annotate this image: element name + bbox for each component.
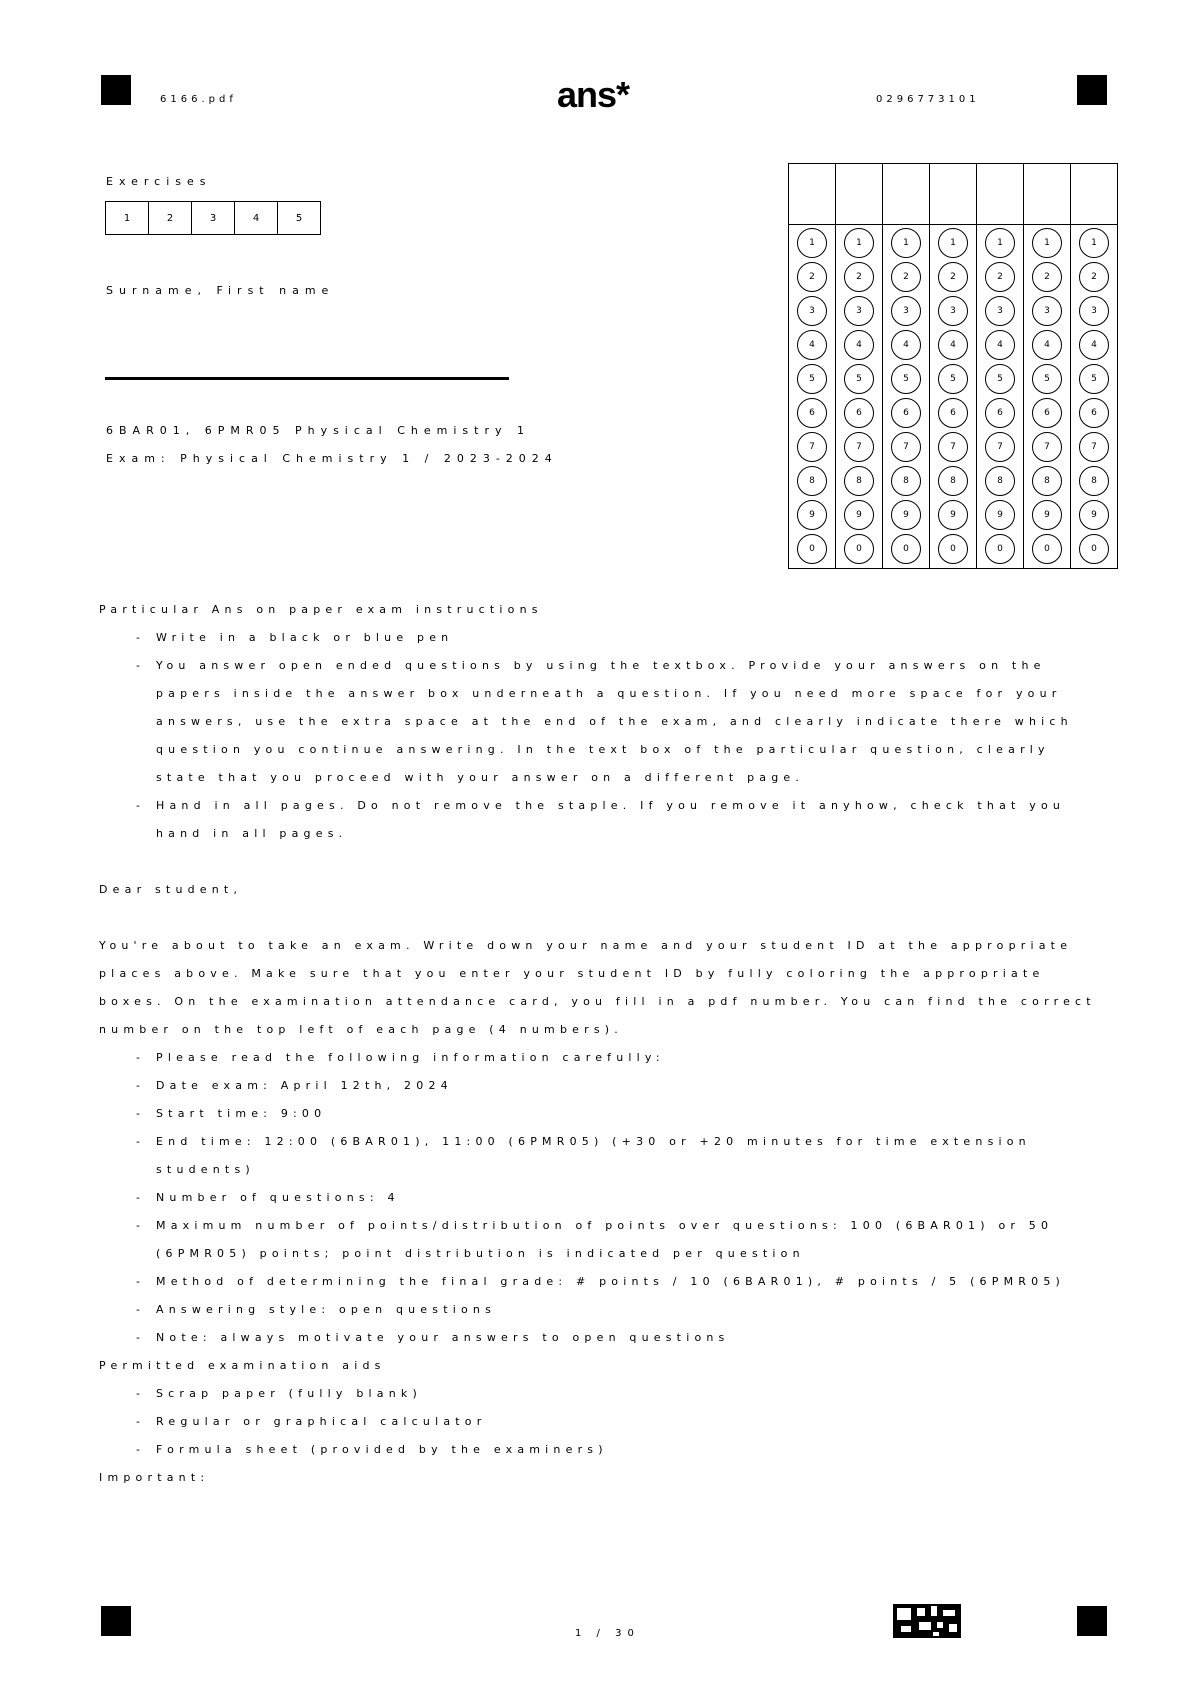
student-id-bubble[interactable]: 9 xyxy=(938,500,968,530)
student-id-bubble[interactable]: 5 xyxy=(938,364,968,394)
student-id-bubble[interactable]: 9 xyxy=(797,500,827,530)
student-id-bubble[interactable]: 0 xyxy=(1032,534,1062,564)
student-id-bubble[interactable]: 2 xyxy=(1079,262,1109,292)
student-id-bubble[interactable]: 8 xyxy=(938,466,968,496)
info-item: - Maximum number of points/distribution of points over questions: 100 (6BAR01) or 50 (6PMR05) points; point distribution is indicated per question xyxy=(156,1212,1109,1268)
info-item: - Date exam: April 12th, 2024 xyxy=(156,1072,1109,1100)
student-id-write-box[interactable] xyxy=(1024,164,1070,225)
student-id-bubble[interactable]: 3 xyxy=(1032,296,1062,326)
student-id-bubble[interactable]: 4 xyxy=(797,330,827,360)
page-indicator: 1 / 30 xyxy=(575,1628,640,1639)
student-id-bubble[interactable]: 1 xyxy=(797,228,827,258)
student-id-column xyxy=(1071,164,1117,568)
student-id-write-box[interactable] xyxy=(836,164,882,225)
student-id-bubble[interactable]: 4 xyxy=(844,330,874,360)
student-id-bubble[interactable]: 5 xyxy=(985,364,1015,394)
student-id-bubble[interactable]: 1 xyxy=(1032,228,1062,258)
info-item: - Method of determining the final grade: # points / 10 (6BAR01), # points / 5 (6PMR05) xyxy=(156,1268,1109,1296)
instruction-item: - Hand in all pages. Do not remove the staple. If you remove it anyhow, check that you hand in all pages. xyxy=(156,792,1109,848)
student-id-bubble[interactable]: 9 xyxy=(1032,500,1062,530)
student-id-bubble[interactable]: 8 xyxy=(985,466,1015,496)
student-id-bubble[interactable]: 8 xyxy=(1079,466,1109,496)
student-id-bubble[interactable]: 3 xyxy=(985,296,1015,326)
info-item: - Answering style: open questions xyxy=(156,1296,1109,1324)
student-id-bubble[interactable]: 9 xyxy=(985,500,1015,530)
student-id-bubble[interactable]: 4 xyxy=(985,330,1015,360)
student-id-bubble[interactable]: 4 xyxy=(891,330,921,360)
student-id-bubble[interactable]: 4 xyxy=(1079,330,1109,360)
student-id-bubble[interactable]: 3 xyxy=(891,296,921,326)
pdf-number: 6166.pdf xyxy=(160,94,237,105)
student-id-bubble[interactable]: 8 xyxy=(891,466,921,496)
exercise-box-1[interactable]: 1 xyxy=(106,202,149,234)
student-id-bubble[interactable]: 2 xyxy=(1032,262,1062,292)
intro-paragraph: You're about to take an exam. Write down your name and your student ID at the appropriate places above. Make sure that you enter your student ID by fully coloring the appropriate boxes. On the examination attendance card, you fill in a pdf number. You can find the correct number on the top left of each page (4 numbers). xyxy=(99,939,1096,1036)
barcode-number: 0296773101 xyxy=(876,94,980,105)
student-id-bubble[interactable]: 6 xyxy=(844,398,874,428)
student-id-bubble[interactable]: 5 xyxy=(891,364,921,394)
student-id-grid xyxy=(788,163,1118,569)
course-code-line: 6BAR01, 6PMR05 Physical Chemistry 1 xyxy=(106,424,530,437)
student-id-bubble[interactable]: 8 xyxy=(797,466,827,496)
info-item: - Note: always motivate your answers to open questions xyxy=(156,1324,1109,1352)
student-id-bubble[interactable]: 7 xyxy=(1032,432,1062,462)
student-id-bubble[interactable]: 6 xyxy=(938,398,968,428)
info-item: - Please read the following information carefully: xyxy=(156,1044,1109,1072)
student-id-bubble[interactable]: 6 xyxy=(1079,398,1109,428)
student-id-bubble[interactable]: 5 xyxy=(1032,364,1062,394)
student-id-bubble[interactable]: 7 xyxy=(938,432,968,462)
info-list xyxy=(99,1044,1109,1352)
student-id-bubble[interactable]: 1 xyxy=(891,228,921,258)
registration-mark-bottom-right xyxy=(1077,1606,1107,1636)
student-id-bubble[interactable]: 5 xyxy=(1079,364,1109,394)
student-id-bubble[interactable]: 6 xyxy=(891,398,921,428)
student-id-bubble[interactable]: 2 xyxy=(985,262,1015,292)
info-item: - Number of questions: 4 xyxy=(156,1184,1109,1212)
exercise-box-4[interactable]: 4 xyxy=(235,202,278,234)
student-id-write-box[interactable] xyxy=(977,164,1023,225)
instruction-item: - You answer open ended questions by using the textbox. Provide your answers on the papers inside the answer box underneath a question. If you need more space for your answers, use the extra space at the end of the exam, and clearly indicate there which question you continue answering. In the text box of the particular question, clearly state that you proceed with your answer on a different page. xyxy=(156,652,1109,792)
registration-mark-top-right xyxy=(1077,75,1107,105)
student-id-bubble[interactable]: 8 xyxy=(1032,466,1062,496)
student-id-bubble[interactable]: 7 xyxy=(891,432,921,462)
exercises-boxes xyxy=(105,201,321,235)
student-id-bubble[interactable]: 0 xyxy=(844,534,874,564)
student-id-bubble[interactable]: 3 xyxy=(938,296,968,326)
student-id-write-box[interactable] xyxy=(789,164,835,225)
student-id-bubble[interactable]: 2 xyxy=(844,262,874,292)
important-label: Important: xyxy=(99,1471,210,1484)
student-id-write-box[interactable] xyxy=(930,164,976,225)
page-qr-code xyxy=(893,1604,961,1638)
exercise-box-2[interactable]: 2 xyxy=(149,202,192,234)
student-id-bubble[interactable]: 9 xyxy=(891,500,921,530)
student-id-bubble[interactable]: 2 xyxy=(891,262,921,292)
instructions-body xyxy=(99,596,1109,1492)
student-id-bubble[interactable]: 2 xyxy=(797,262,827,292)
student-id-bubble[interactable]: 7 xyxy=(985,432,1015,462)
aids-list xyxy=(99,1380,1109,1464)
student-id-write-box[interactable] xyxy=(883,164,929,225)
instruction-item: - Write in a black or blue pen xyxy=(156,624,1109,652)
student-id-bubble[interactable]: 1 xyxy=(844,228,874,258)
greeting: Dear student, xyxy=(99,883,243,896)
instructions-title: Particular Ans on paper exam instructions xyxy=(99,603,543,616)
student-id-bubble[interactable]: 5 xyxy=(797,364,827,394)
exercises-label: Exercises xyxy=(106,175,212,188)
student-id-bubble[interactable]: 6 xyxy=(797,398,827,428)
student-id-column xyxy=(789,164,836,568)
student-id-bubble[interactable]: 9 xyxy=(844,500,874,530)
exercise-box-5[interactable]: 5 xyxy=(295,212,303,224)
ans-logo: ans* xyxy=(557,74,630,115)
info-item: - Start time: 9:00 xyxy=(156,1100,1109,1128)
aid-item: - Scrap paper (fully blank) xyxy=(156,1380,1109,1408)
student-id-bubble[interactable]: 7 xyxy=(1079,432,1109,462)
student-id-bubble[interactable]: 7 xyxy=(797,432,827,462)
instructions-list xyxy=(99,624,1109,848)
student-id-bubble[interactable]: 1 xyxy=(1079,228,1109,258)
student-id-bubble[interactable]: 0 xyxy=(797,534,827,564)
aids-title: Permitted examination aids xyxy=(99,1359,386,1372)
student-id-bubble[interactable]: 4 xyxy=(938,330,968,360)
student-id-column xyxy=(930,164,977,568)
student-id-column xyxy=(1024,164,1071,568)
student-id-bubble[interactable]: 7 xyxy=(844,432,874,462)
aid-item: - Formula sheet (provided by the examiners) xyxy=(156,1436,1109,1464)
student-id-write-box[interactable] xyxy=(1071,164,1117,225)
student-id-bubble[interactable]: 2 xyxy=(938,262,968,292)
student-id-bubble[interactable]: 1 xyxy=(985,228,1015,258)
student-id-bubble[interactable]: 8 xyxy=(844,466,874,496)
exam-title-line: Exam: Physical Chemistry 1 / 2023-2024 xyxy=(106,452,558,465)
name-label: Surname, First name xyxy=(106,284,335,297)
registration-mark-bottom-left xyxy=(101,1606,131,1636)
exercise-box-3[interactable]: 3 xyxy=(192,202,235,234)
student-id-column xyxy=(836,164,883,568)
student-id-bubble[interactable]: 0 xyxy=(891,534,921,564)
student-id-bubble[interactable]: 0 xyxy=(938,534,968,564)
student-id-bubble[interactable]: 9 xyxy=(1079,500,1109,530)
aid-item: - Regular or graphical calculator xyxy=(156,1408,1109,1436)
student-id-bubble[interactable]: 0 xyxy=(1079,534,1109,564)
student-id-bubble[interactable]: 6 xyxy=(985,398,1015,428)
student-id-bubble[interactable]: 4 xyxy=(1032,330,1062,360)
student-id-bubble[interactable]: 6 xyxy=(1032,398,1062,428)
student-id-bubble[interactable]: 3 xyxy=(797,296,827,326)
student-id-bubble[interactable]: 1 xyxy=(938,228,968,258)
student-id-column xyxy=(977,164,1024,568)
student-id-bubble[interactable]: 3 xyxy=(844,296,874,326)
registration-mark-top-left xyxy=(101,75,131,105)
student-id-column xyxy=(883,164,930,568)
student-id-bubble[interactable]: 3 xyxy=(1079,296,1109,326)
student-id-bubble[interactable]: 5 xyxy=(844,364,874,394)
name-write-line[interactable] xyxy=(105,377,509,380)
student-id-bubble[interactable]: 0 xyxy=(985,534,1015,564)
info-item: - End time: 12:00 (6BAR01), 11:00 (6PMR05) (+30 or +20 minutes for time extension students) xyxy=(156,1128,1109,1184)
